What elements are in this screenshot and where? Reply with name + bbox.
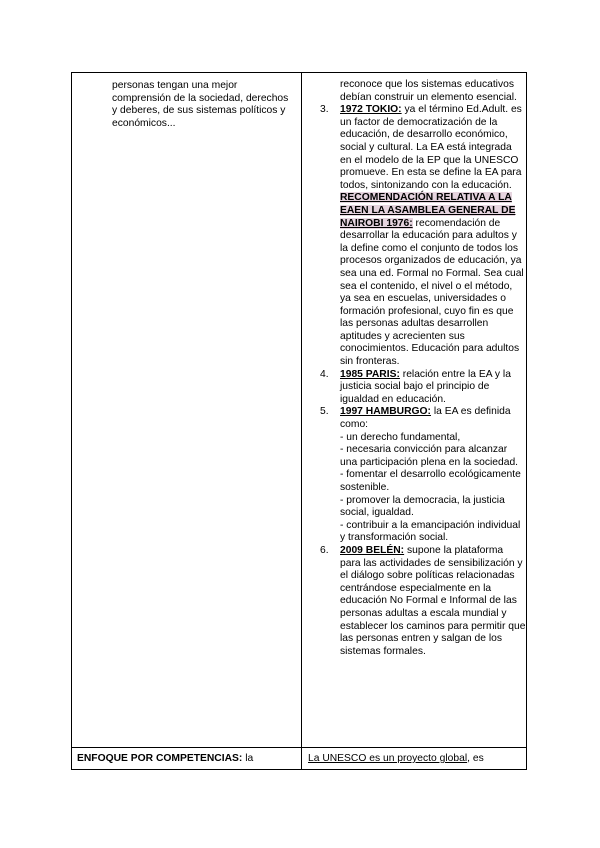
event-text: relación entre la EA y la justicia social bajo el principio de igualdad en educación. bbox=[340, 368, 511, 405]
item-number: 5. bbox=[320, 406, 329, 418]
event-text: ya el término Ed.Adult. es un factor de democratización de la educación, de desarrollo económico, social y cultural. La EA está integrada en el modelo de la EP que la UNESCO promueve. En esta se define la EA para todos, sintonizando con la educación. bbox=[340, 104, 522, 191]
section-heading-rest: la bbox=[242, 753, 254, 764]
intro-text: reconoce que los sistemas educativos debían construir un elemento esencial. bbox=[340, 79, 517, 103]
definition-point: - promover la democracia, la justicia social, igualdad. bbox=[340, 494, 505, 519]
list-item bbox=[308, 545, 526, 658]
left-cell-bottom bbox=[77, 753, 297, 766]
content-table bbox=[71, 72, 527, 770]
event-text-continued: recomendación de desarrollar la educación para adultos y la define como el conjunto de todos los procesos organizados de educación, ya sea una ed. Formal no Formal. Sea cual sea el contenido, el nivel o el método, ya sea en escuelas, universidades o formación profesional, cuyo fin es que las personas adultas desarrollen aptitudes y acrecienten sus conocimientos. Educación para adultos sin fronteras. bbox=[340, 217, 524, 368]
right-cell-top bbox=[308, 79, 526, 658]
item-number: 4. bbox=[320, 368, 329, 380]
column-divider bbox=[301, 73, 302, 769]
event-text: la EA es definida como: bbox=[340, 406, 511, 431]
events-list bbox=[308, 104, 526, 658]
event-title: 1997 HAMBURGO: bbox=[340, 406, 431, 418]
event-title: 1985 PARIS: bbox=[340, 368, 400, 380]
definition-point: - necesaria convicción para alcanzar una participación plena en la sociedad. bbox=[340, 444, 519, 468]
definition-point: - un derecho fundamental, bbox=[340, 431, 461, 443]
row-divider bbox=[72, 747, 526, 748]
highlighted-heading: RECOMENDACIÓN RELATIVA A LA EAEN LA ASAMBLEA GENERAL DE NAIROBI 1976: bbox=[340, 192, 516, 229]
event-title: 1972 TOKIO: bbox=[340, 104, 402, 116]
list-item bbox=[308, 406, 526, 545]
right-cell-bottom bbox=[308, 753, 526, 766]
section-heading: ENFOQUE POR COMPETENCIAS: bbox=[77, 753, 243, 764]
underlined-text: La UNESCO es un proyecto global bbox=[308, 753, 468, 764]
list-item bbox=[308, 104, 526, 368]
list-item bbox=[308, 369, 526, 407]
definition-point: - contribuir a la emancipación individual y transformación social. bbox=[340, 519, 521, 544]
item-number: 3. bbox=[320, 104, 329, 116]
definition-point: - fomentar el desarrollo ecológicamente sostenible. bbox=[340, 469, 521, 493]
left-cell-text: personas tengan una mejor comprensión de la sociedad, derechos y deberes, de sus sistemas políticos y económicos... bbox=[112, 80, 289, 129]
event-title: 2009 BELÉN: bbox=[340, 544, 405, 556]
text-rest: , es bbox=[467, 753, 484, 764]
left-cell-top bbox=[112, 80, 292, 130]
event-text: supone la plataforma para las actividades de sensibilización y el diálogo sobre políticas relacionadas centrándose especialmente en la educación No Formal e Informal de las personas adultas a escala mundial y establecer los caminos para permitir que las personas entren y salgan de los sistemas formales. bbox=[340, 544, 526, 657]
item-number: 6. bbox=[320, 544, 329, 556]
